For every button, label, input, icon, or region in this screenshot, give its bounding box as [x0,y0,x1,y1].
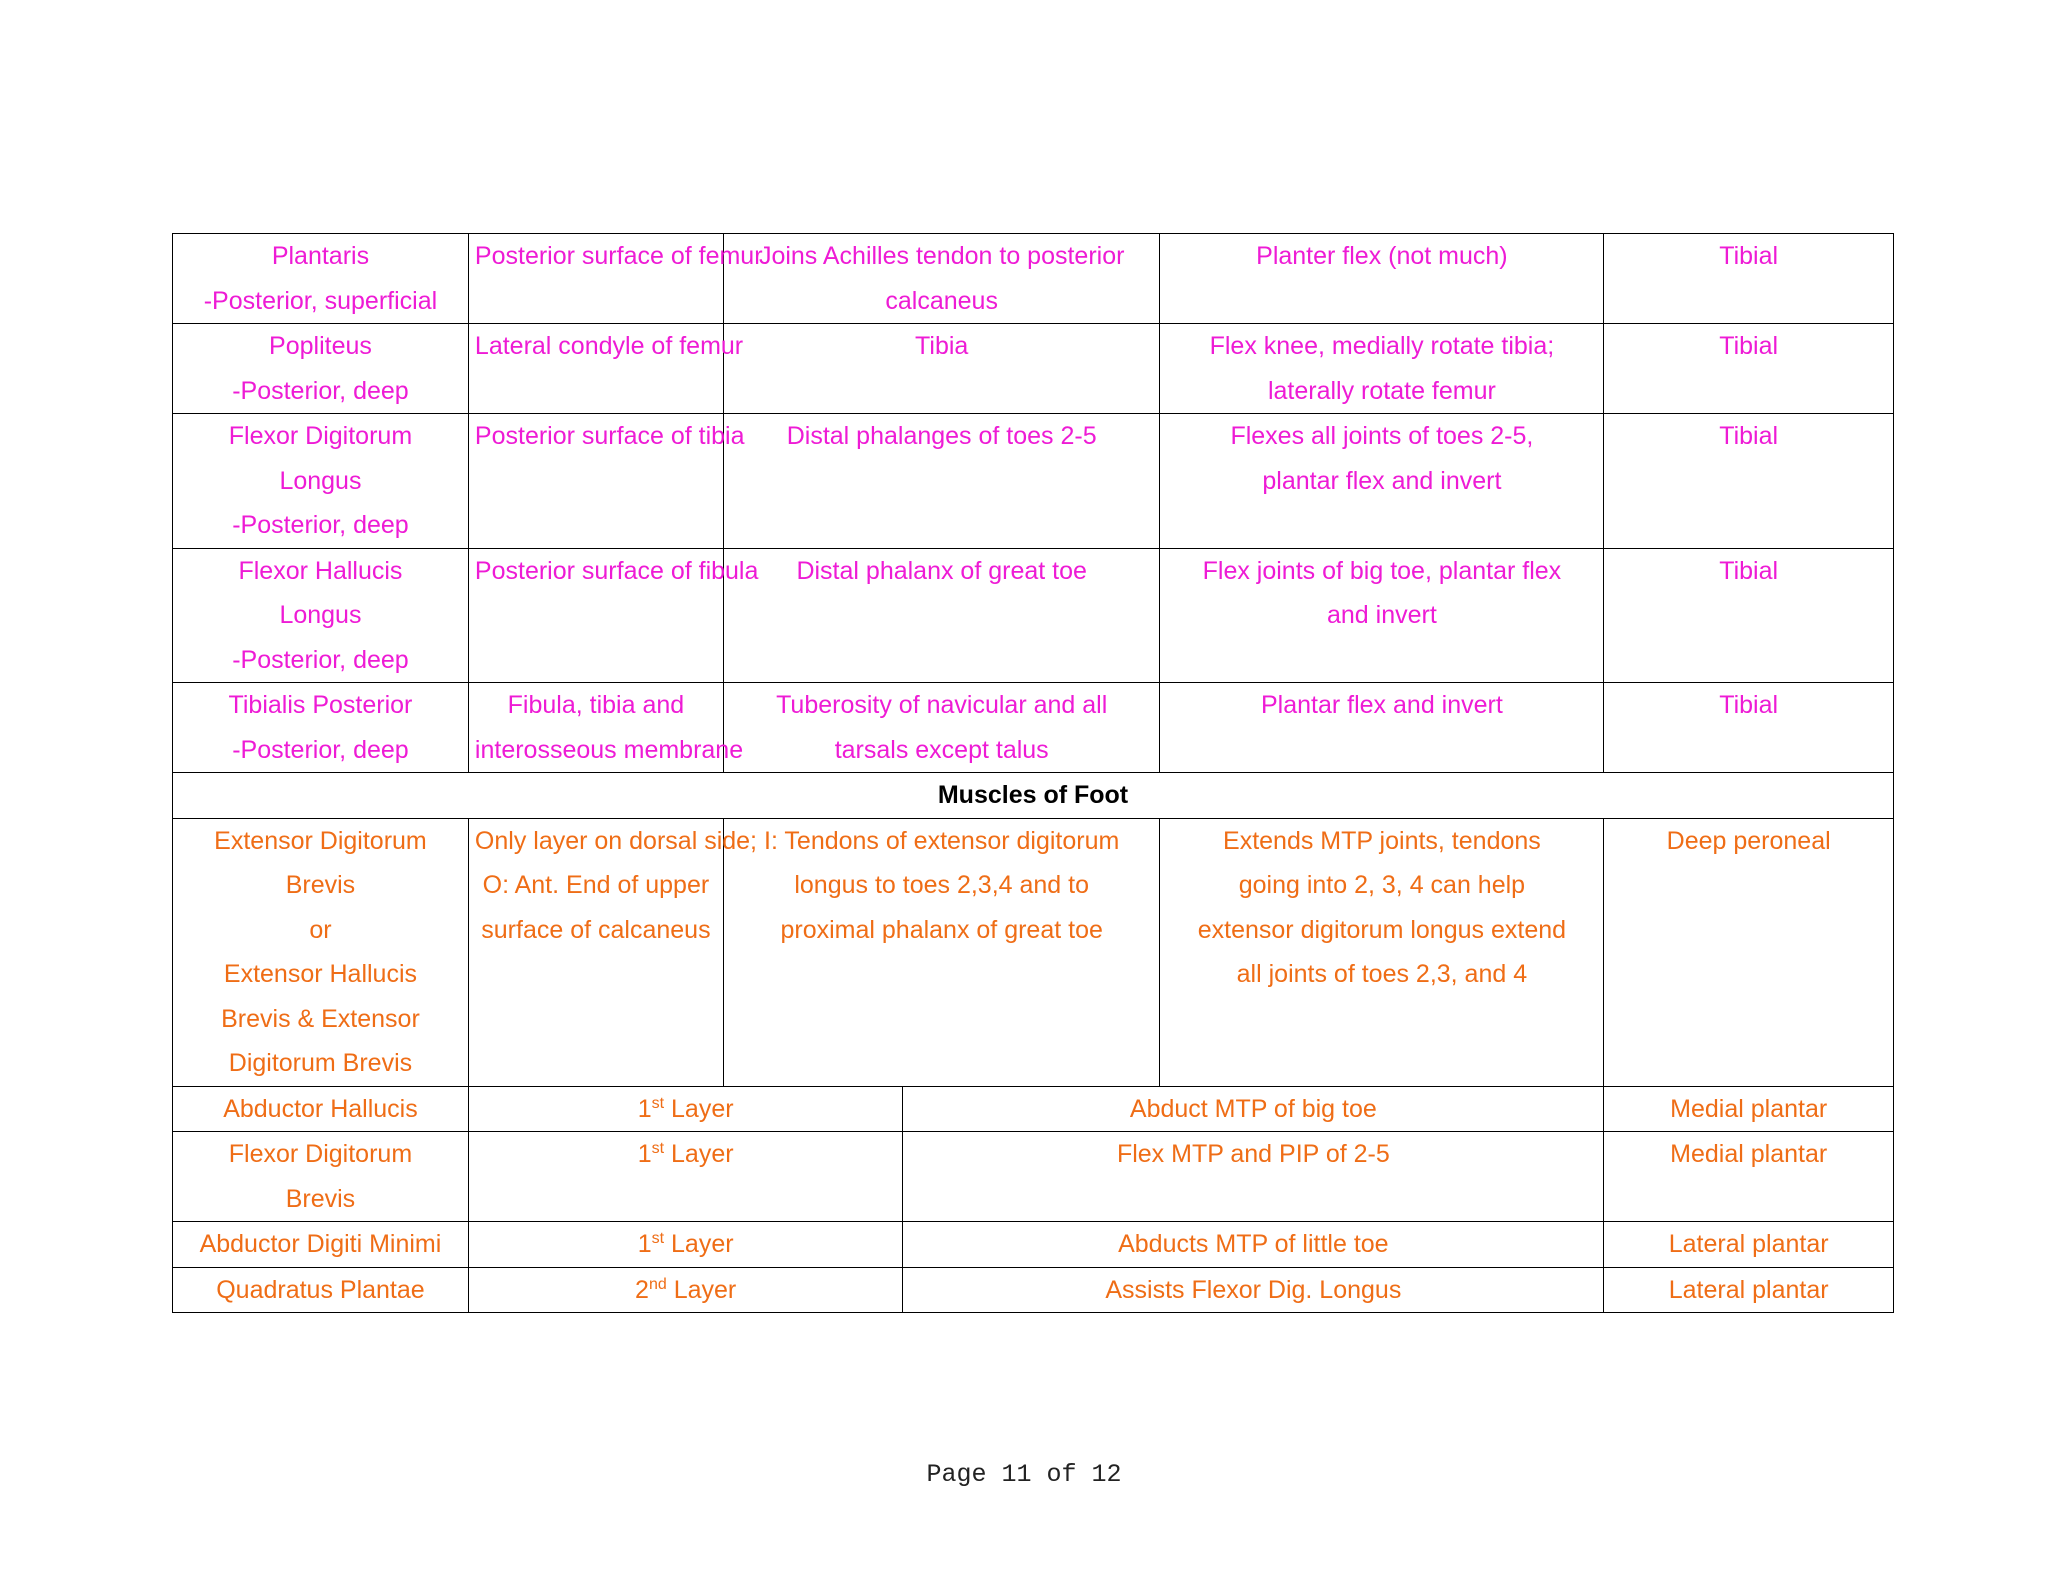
origin-cell-line: O: Ant. End of upper [482,871,710,899]
origin-cell [468,683,744,773]
action-cell [1160,414,1604,549]
insertion-cell-line: proximal phalanx of great toe [780,915,1103,944]
table-row [173,1222,1894,1268]
insertion-cell [723,414,1160,549]
origin-cell-line: surface of calcaneus [481,915,711,944]
nerve-cell: Tibial [1604,234,1894,324]
action-cell-line: Flexes all joints of toes 2-5, [1230,422,1534,450]
muscle-name-cell-line: Longus [279,466,362,495]
origin-cell-line: Posterior surface of fibula [474,556,759,585]
layer-number: 1 [637,1094,652,1123]
table-row [173,818,1894,1086]
muscle-name-cell-line: Extensor Hallucis [223,960,418,988]
action-cell-line: Planter flex (not much) [1256,242,1508,270]
muscle-name-cell-line: Brevis [285,1184,356,1213]
layer-cell [468,1086,902,1132]
muscle-name-cell-line: Flexor Digitorum [228,1140,413,1168]
action-cell-line: plantar flex and invert [1262,466,1502,495]
layer-word: Layer [673,1275,737,1304]
muscle-name-cell [173,683,469,773]
muscle-name-cell-line: Digitorum Brevis [228,1049,413,1077]
insertion-cell [723,324,1160,414]
table-row [173,548,1894,683]
layer-ordinal-suffix: st [651,1140,665,1157]
table-row [173,683,1894,773]
nerve-cell: Medial plantar [1604,1086,1894,1132]
layer-ordinal-suffix: nd [648,1275,667,1293]
insertion-cell-line: Distal phalanx of great toe [796,556,1087,585]
origin-cell [468,324,744,414]
action-cell-line: going into 2, 3, 4 can help [1238,871,1526,899]
muscle-name-cell-line: -Posterior, deep [232,735,409,764]
muscle-name-cell-line: -Posterior, deep [232,511,409,539]
insertion-cell-line: I: Tendons of extensor digitorum [764,826,1120,855]
muscle-name-cell-line: or [309,915,332,944]
insertion-cell [723,234,1160,324]
layer-word: Layer [671,1094,734,1123]
action-cell [1160,818,1604,1086]
muscle-name-cell [173,818,469,1086]
muscle-name-cell-line: Extensor Digitorum [214,826,427,855]
table-row [173,414,1894,549]
layer-ordinal-suffix: st [651,1230,665,1247]
section-header-row [173,773,1894,819]
muscle-name-cell-line: Brevis [285,871,356,899]
table-row [173,1086,1894,1132]
muscle-name-cell-line: -Posterior, deep [232,376,409,405]
muscle-name-cell [173,1267,469,1313]
nerve-cell: Tibial [1604,548,1894,683]
nerve-cell: Medial plantar [1604,1132,1894,1222]
origin-cell [468,234,763,324]
foot-section-body [173,773,1894,819]
layer-cell [468,1267,902,1313]
muscle-name-cell-line: Longus [279,601,362,629]
action-cell: Abduct MTP of big toe [903,1086,1604,1132]
action-cell: Abducts MTP of little toe [903,1222,1604,1268]
leg-muscles-body [173,234,1894,773]
origin-cell-line: Only layer on dorsal side; [474,826,758,855]
muscle-name-cell-line: Abductor Digiti Minimi [199,1230,442,1258]
action-cell-line: and invert [1327,601,1437,629]
muscle-name-cell [173,414,469,549]
insertion-cell-line: calcaneus [885,286,998,315]
insertion-cell [723,818,1160,1086]
muscle-name-cell-line: Plantaris [271,242,370,270]
muscle-name-cell-line: -Posterior, deep [232,645,409,674]
action-cell [1160,234,1604,324]
table-row [173,234,1894,324]
action-cell: Assists Flexor Dig. Longus [903,1267,1604,1313]
muscle-table [172,233,1894,1313]
insertion-cell-line: Joins Achilles tendon to posterior [758,242,1125,270]
origin-cell-line: Fibula, tibia and [507,691,685,719]
layer-number: 1 [637,1230,652,1258]
layer-number: 2 [635,1275,649,1304]
muscle-name-cell-line: Abductor Hallucis [223,1094,418,1123]
layer-ordinal-suffix: st [651,1094,665,1112]
origin-cell-line: Posterior surface of femur [474,242,763,270]
origin-cell [468,818,758,1086]
muscle-name-cell [173,1132,469,1222]
muscle-name-cell [173,1086,469,1132]
muscle-name-cell-line: Popliteus [269,332,372,360]
action-cell-line: Extends MTP joints, tendons [1223,826,1541,855]
insertion-cell [723,548,1160,683]
action-cell-line: extensor digitorum longus extend [1197,915,1567,944]
action-cell [1160,548,1604,683]
action-cell [1160,683,1604,773]
action-cell-line: laterally rotate femur [1267,376,1496,405]
action-cell-line: Flex knee, medially rotate tibia; [1209,332,1555,360]
nerve-cell: Deep peroneal [1604,818,1894,1086]
origin-cell-line: interosseous membrane [474,735,744,764]
muscle-name-cell-line: Flexor Digitorum [228,422,413,450]
action-cell-line: Flex joints of big toe, plantar flex [1202,556,1562,585]
muscle-name-cell [173,324,469,414]
insertion-cell-line: tarsals except talus [834,735,1049,764]
nerve-cell: Lateral plantar [1604,1222,1894,1268]
muscle-name-cell [173,1222,469,1268]
section-title-muscles-of-foot: Muscles of Foot [173,773,1894,819]
action-cell-line: Plantar flex and invert [1261,691,1503,719]
layer-word: Layer [671,1230,734,1258]
table-row [173,324,1894,414]
layer-number: 1 [637,1140,652,1168]
muscle-name-cell-line: Brevis & Extensor [221,1004,420,1033]
foot-muscles-body [173,818,1894,1313]
page-number: Page 11 of 12 [926,1460,1122,1489]
origin-cell-line: Lateral condyle of femur [474,332,744,360]
muscle-name-cell-line: -Posterior, superficial [203,286,438,315]
muscle-name-cell-line: Flexor Hallucis [238,556,403,585]
muscle-name-cell [173,234,469,324]
origin-cell [468,548,759,683]
action-cell-line: all joints of toes 2,3, and 4 [1236,960,1528,988]
origin-cell-line: Posterior surface of tibia [474,422,745,450]
insertion-cell-line: Distal phalanges of toes 2-5 [786,422,1097,450]
nerve-cell: Tibial [1604,683,1894,773]
layer-word: Layer [671,1140,734,1168]
insertion-cell-line: longus to toes 2,3,4 and to [794,871,1090,899]
muscle-name-cell-line: Tibialis Posterior [228,691,413,719]
muscle-name-cell-line: Quadratus Plantae [216,1275,425,1304]
insertion-cell-line: Tibia [915,332,969,360]
insertion-cell [723,683,1160,773]
table-row [173,1132,1894,1222]
action-cell [1160,324,1604,414]
layer-cell [468,1132,902,1222]
layer-cell [468,1222,902,1268]
action-cell: Flex MTP and PIP of 2-5 [903,1132,1604,1222]
muscle-name-cell [173,548,469,683]
nerve-cell: Lateral plantar [1604,1267,1894,1313]
origin-cell [468,414,745,549]
insertion-cell-line: Tuberosity of navicular and all [776,691,1108,719]
nerve-cell: Tibial [1604,414,1894,549]
table-row [173,1267,1894,1313]
nerve-cell: Tibial [1604,324,1894,414]
